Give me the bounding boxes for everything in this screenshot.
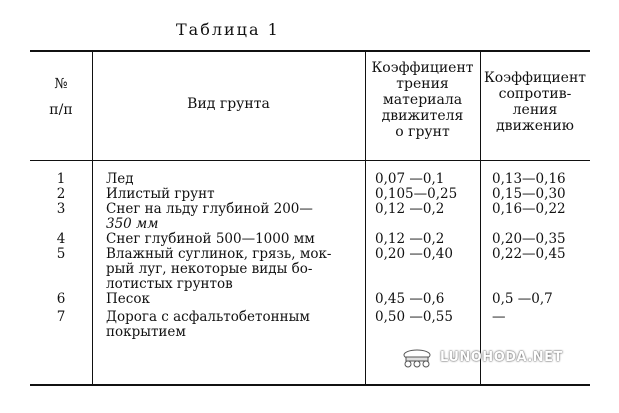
table-row [30, 310, 590, 340]
row-resistance: 0,22—0,45 [492, 246, 566, 262]
row-resistance: 0,20—0,35 [492, 231, 566, 247]
header-friction [365, 60, 480, 140]
table-row [30, 172, 590, 187]
row-friction: 0,45 —0,6 [375, 291, 445, 307]
soil-type-line: Снег на льду глубиной 200— [106, 201, 313, 217]
header-friction-line: о грунт [395, 124, 450, 140]
soil-type-line: Дорога с асфальтобетонным [106, 309, 310, 325]
header-friction-line: трения [396, 76, 449, 92]
soil-type-line: Снег глубиной 500—1000 мм [106, 231, 315, 247]
table-caption: Таблица 1 [176, 20, 280, 39]
row-soil-type [106, 292, 372, 307]
table-header-rule [30, 160, 590, 161]
row-soil-type [106, 310, 372, 340]
row-soil-type [106, 172, 372, 187]
header-soil-type: Вид грунта [187, 96, 270, 112]
watermark [400, 346, 563, 368]
header-resistance-line: ления [512, 102, 558, 118]
soil-type-line: Илистый грунт [106, 186, 215, 202]
row-resistance: 0,16—0,22 [492, 201, 566, 217]
row-number: 2 [56, 186, 66, 202]
row-resistance: 0,13—0,16 [492, 171, 566, 187]
row-friction: 0,07 —0,1 [375, 171, 445, 187]
soil-type-line: Влажный суглинок, грязь, мок- [106, 246, 332, 262]
row-resistance: 0,15—0,30 [492, 186, 566, 202]
header-resistance [480, 70, 590, 134]
table-row [30, 202, 590, 232]
row-number: 5 [56, 246, 66, 262]
row-number: 1 [56, 171, 66, 187]
row-soil-type [106, 187, 372, 202]
row-friction: 0,12 —0,2 [375, 231, 445, 247]
row-number: 4 [56, 231, 66, 247]
row-resistance: 0,5 —0,7 [492, 291, 553, 307]
table-row [30, 247, 590, 292]
row-soil-type [106, 202, 372, 232]
row-friction: 0,105—0,25 [375, 186, 458, 202]
header-resistance-line: движению [496, 118, 574, 134]
row-soil-type [106, 232, 372, 247]
row-soil-type [106, 247, 372, 292]
header-friction-line: материала [382, 92, 463, 108]
table-row [30, 232, 590, 247]
table-top-rule [30, 50, 590, 52]
row-resistance: — [492, 309, 506, 325]
row-number: 7 [56, 309, 66, 325]
rover-icon [400, 346, 434, 368]
table-bottom-rule [30, 384, 590, 386]
header-number [30, 76, 92, 118]
row-friction: 0,20 —0,40 [375, 246, 453, 262]
soil-type-line: рый луг, некоторые виды бо- [106, 261, 313, 277]
soil-type-line: Песок [106, 291, 150, 307]
header-number-line: п/п [49, 102, 73, 118]
header-friction-line: Коэффициент [371, 60, 474, 76]
row-number: 3 [56, 201, 66, 217]
table-row [30, 292, 590, 310]
soil-type-line: лотистых грунтов [106, 276, 233, 292]
soil-type-line: покрытием [106, 324, 186, 340]
soil-type-line: 350 мм [106, 216, 159, 232]
table-row [30, 187, 590, 202]
header-number-line: № [54, 76, 68, 92]
row-number: 6 [56, 291, 66, 307]
header-resistance-line: сопротив- [498, 86, 572, 102]
row-friction: 0,12 —0,2 [375, 201, 445, 217]
row-friction: 0,50 —0,55 [375, 309, 453, 325]
watermark-text: LUNOHODA.NET [440, 349, 563, 365]
header-resistance-line: Коэффициент [483, 70, 587, 86]
soil-type-line: Лед [106, 171, 134, 187]
table-body [30, 172, 590, 340]
header-friction-line: движителя [381, 108, 464, 124]
